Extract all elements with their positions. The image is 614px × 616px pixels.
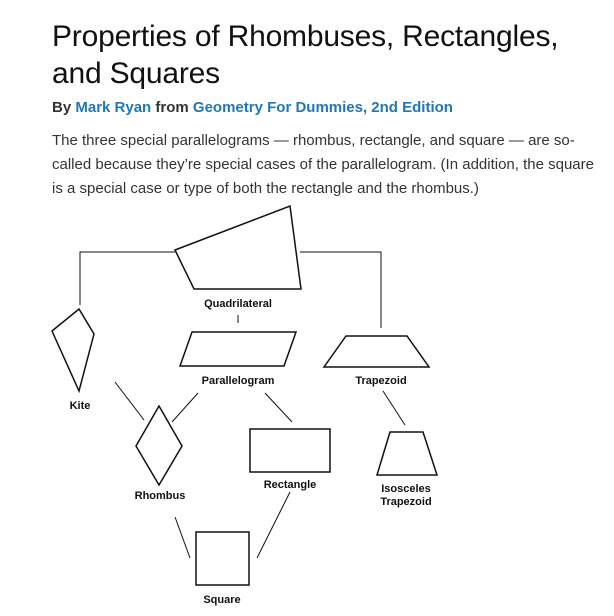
trapezoid-shape: [324, 336, 429, 367]
trapezoid-label: Trapezoid: [355, 375, 407, 387]
page-title: Properties of Rhombuses, Rectangles, and Squares: [52, 20, 559, 90]
isosceles-trapezoid-shape: [377, 432, 437, 475]
intro-paragraph: The three special parallelograms — rhombus, rectangle, and square — are so-called because they’re special cases of the parallelogram. (In addition, the square is a special case or type of both the rectangle and the rhombus.): [52, 132, 594, 197]
connector-rectangle-square: [257, 492, 290, 558]
square-label: Square: [203, 594, 241, 606]
connector-parallelogram-rectangle: [265, 393, 292, 422]
book-link[interactable]: Geometry For Dummies, 2nd Edition: [192, 99, 453, 116]
article: [52, 18, 608, 201]
rectangle-shape: [250, 429, 330, 472]
kite-shape: [52, 309, 94, 391]
parallelogram-label: Parallelogram: [201, 375, 275, 387]
kite-label: Kite: [69, 400, 91, 412]
isosceles-label-line1: Isosceles: [381, 483, 431, 495]
rhombus-label: Rhombus: [134, 490, 186, 502]
quadrilateral-label: Quadrilateral: [204, 298, 272, 310]
author-link[interactable]: Mark Ryan: [75, 99, 152, 116]
square-shape: [196, 532, 249, 585]
rectangle-label: Rectangle: [263, 479, 317, 491]
byline-from: from: [155, 99, 189, 116]
rhombus-shape: [136, 406, 182, 485]
connector-trapezoid-isosceles: [383, 391, 405, 425]
parallelogram-shape: [180, 332, 296, 366]
connector-parallelogram-rhombus: [172, 393, 198, 422]
connector-quadrilateral-trapezoid: [300, 252, 381, 328]
byline: [52, 98, 608, 118]
byline-by: By: [52, 99, 72, 116]
isosceles-label-line2: Trapezoid: [380, 496, 432, 508]
connector-kite-rhombus: [115, 382, 144, 420]
quadrilateral-shape: [175, 206, 301, 289]
connector-quadrilateral-kite: [80, 252, 175, 305]
connector-rhombus-square: [175, 517, 190, 558]
